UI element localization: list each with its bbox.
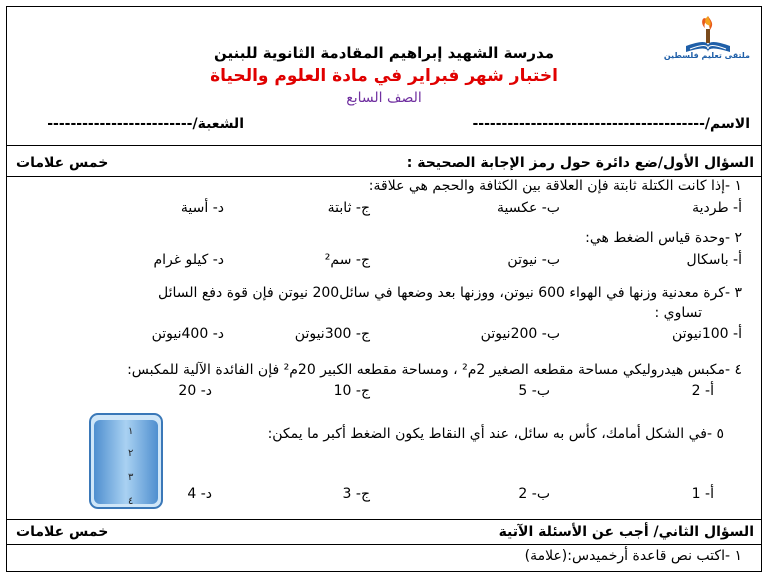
q1-item3-option-d: د- 400نيوتن xyxy=(151,326,224,342)
q1-item1-option-c: ج- ثابتة xyxy=(327,200,370,216)
q1-item4-option-b: ب- 5 xyxy=(518,383,550,399)
divider-top xyxy=(6,145,762,146)
q2-marks: خمس علامات xyxy=(16,524,109,540)
q1-item2-option-a: أ- باسكال xyxy=(686,252,742,268)
q1-marks: خمس علامات xyxy=(16,155,109,171)
divider-q2-top xyxy=(6,519,762,520)
q2-item1: ١ -اكتب نص قاعدة أرخميدس:(علامة) xyxy=(524,548,742,564)
q2-title: السؤال الثاني/ أجب عن الأسئلة الآتية xyxy=(498,524,754,540)
q1-item1-option-a: أ- طردية xyxy=(692,200,742,216)
q1-item2-stem: ٢ -وحدة قياس الضغط هي: xyxy=(585,230,742,246)
q1-item2-option-b: ب- نيوتن xyxy=(507,252,560,268)
q1-item1-option-b: ب- عكسية xyxy=(497,200,560,216)
beaker-diagram xyxy=(88,412,164,510)
q1-item2-option-c: ج- سم² xyxy=(324,252,370,268)
section-label: الشعبة/ xyxy=(192,116,244,132)
q1-item5-option-b: ب- 2 xyxy=(518,486,550,502)
q1-item3-option-c: ج- 300نيوتن xyxy=(294,326,370,342)
q1-item3-option-b: ب- 200نيوتن xyxy=(480,326,560,342)
point-3-label: ٣ xyxy=(128,472,134,483)
exam-title: اختبار شهر فبراير في مادة العلوم والحياة xyxy=(210,66,558,86)
name-field xyxy=(472,116,750,132)
q1-title: السؤال الأول/ضع دائرة حول رمز الإجابة الصحيحة : xyxy=(406,155,754,171)
point-1-label: ١ xyxy=(128,426,134,437)
q1-item4-option-c: ج- 10 xyxy=(333,383,370,399)
q1-item4-option-a: أ- 2 xyxy=(691,383,714,399)
q1-item1-stem: ١ -إذا كانت الكتلة ثابتة فإن العلاقة بين الكثافة والحجم هي علاقة: xyxy=(368,178,742,194)
section-field xyxy=(47,116,244,132)
beaker-liquid xyxy=(94,420,158,504)
name-label: الاسم/ xyxy=(704,116,750,132)
q1-item4-stem: ٤ -مكبس هيدروليكي مساحة مقطعه الصغير 2م² ، ومساحة مقطعه الكبير 20م² فإن الفائدة الآلية للمكبس: xyxy=(127,362,742,378)
logo-text: ملتقى تعليم فلسطين xyxy=(663,51,750,60)
q1-item5-option-c: ج- 3 xyxy=(342,486,370,502)
q1-item4-option-d: د- 20 xyxy=(178,383,212,399)
divider-q1 xyxy=(6,176,762,177)
school-name: مدرسة الشهيد إبراهيم المقادمة الثانوية للبنين xyxy=(213,44,555,62)
name-line: ---------------------------------------- xyxy=(472,116,705,132)
q1-item1-option-d: د- أسية xyxy=(180,200,224,216)
divider-q2 xyxy=(6,544,762,545)
point-2-label: ٢ xyxy=(128,448,134,459)
q1-item3-stem: ٣ -كرة معدنية وزنها في الهواء 600 نيوتن، ووزنها بعد وضعها في سائل200 نيوتن فإن قوة دفع السائل xyxy=(158,285,742,301)
q1-item3-stem-cont: تساوي : xyxy=(654,305,702,321)
q1-item5-option-d: د- 4 xyxy=(187,486,212,502)
q1-item2-option-d: د- كيلو غرام xyxy=(153,252,224,268)
section-line: ------------------------- xyxy=(47,116,193,132)
q1-item3-option-a: أ- 100نيوتن xyxy=(671,326,742,342)
q1-item5-option-a: أ- 1 xyxy=(691,486,714,502)
q1-item5-stem: ٥ -في الشكل أمامك، كأس به سائل، عند أي النقاط يكون الضغط أكبر ما يمكن: xyxy=(267,426,724,442)
grade-label: الصف السابع xyxy=(346,90,422,106)
point-4-label: ٤ xyxy=(128,496,134,507)
